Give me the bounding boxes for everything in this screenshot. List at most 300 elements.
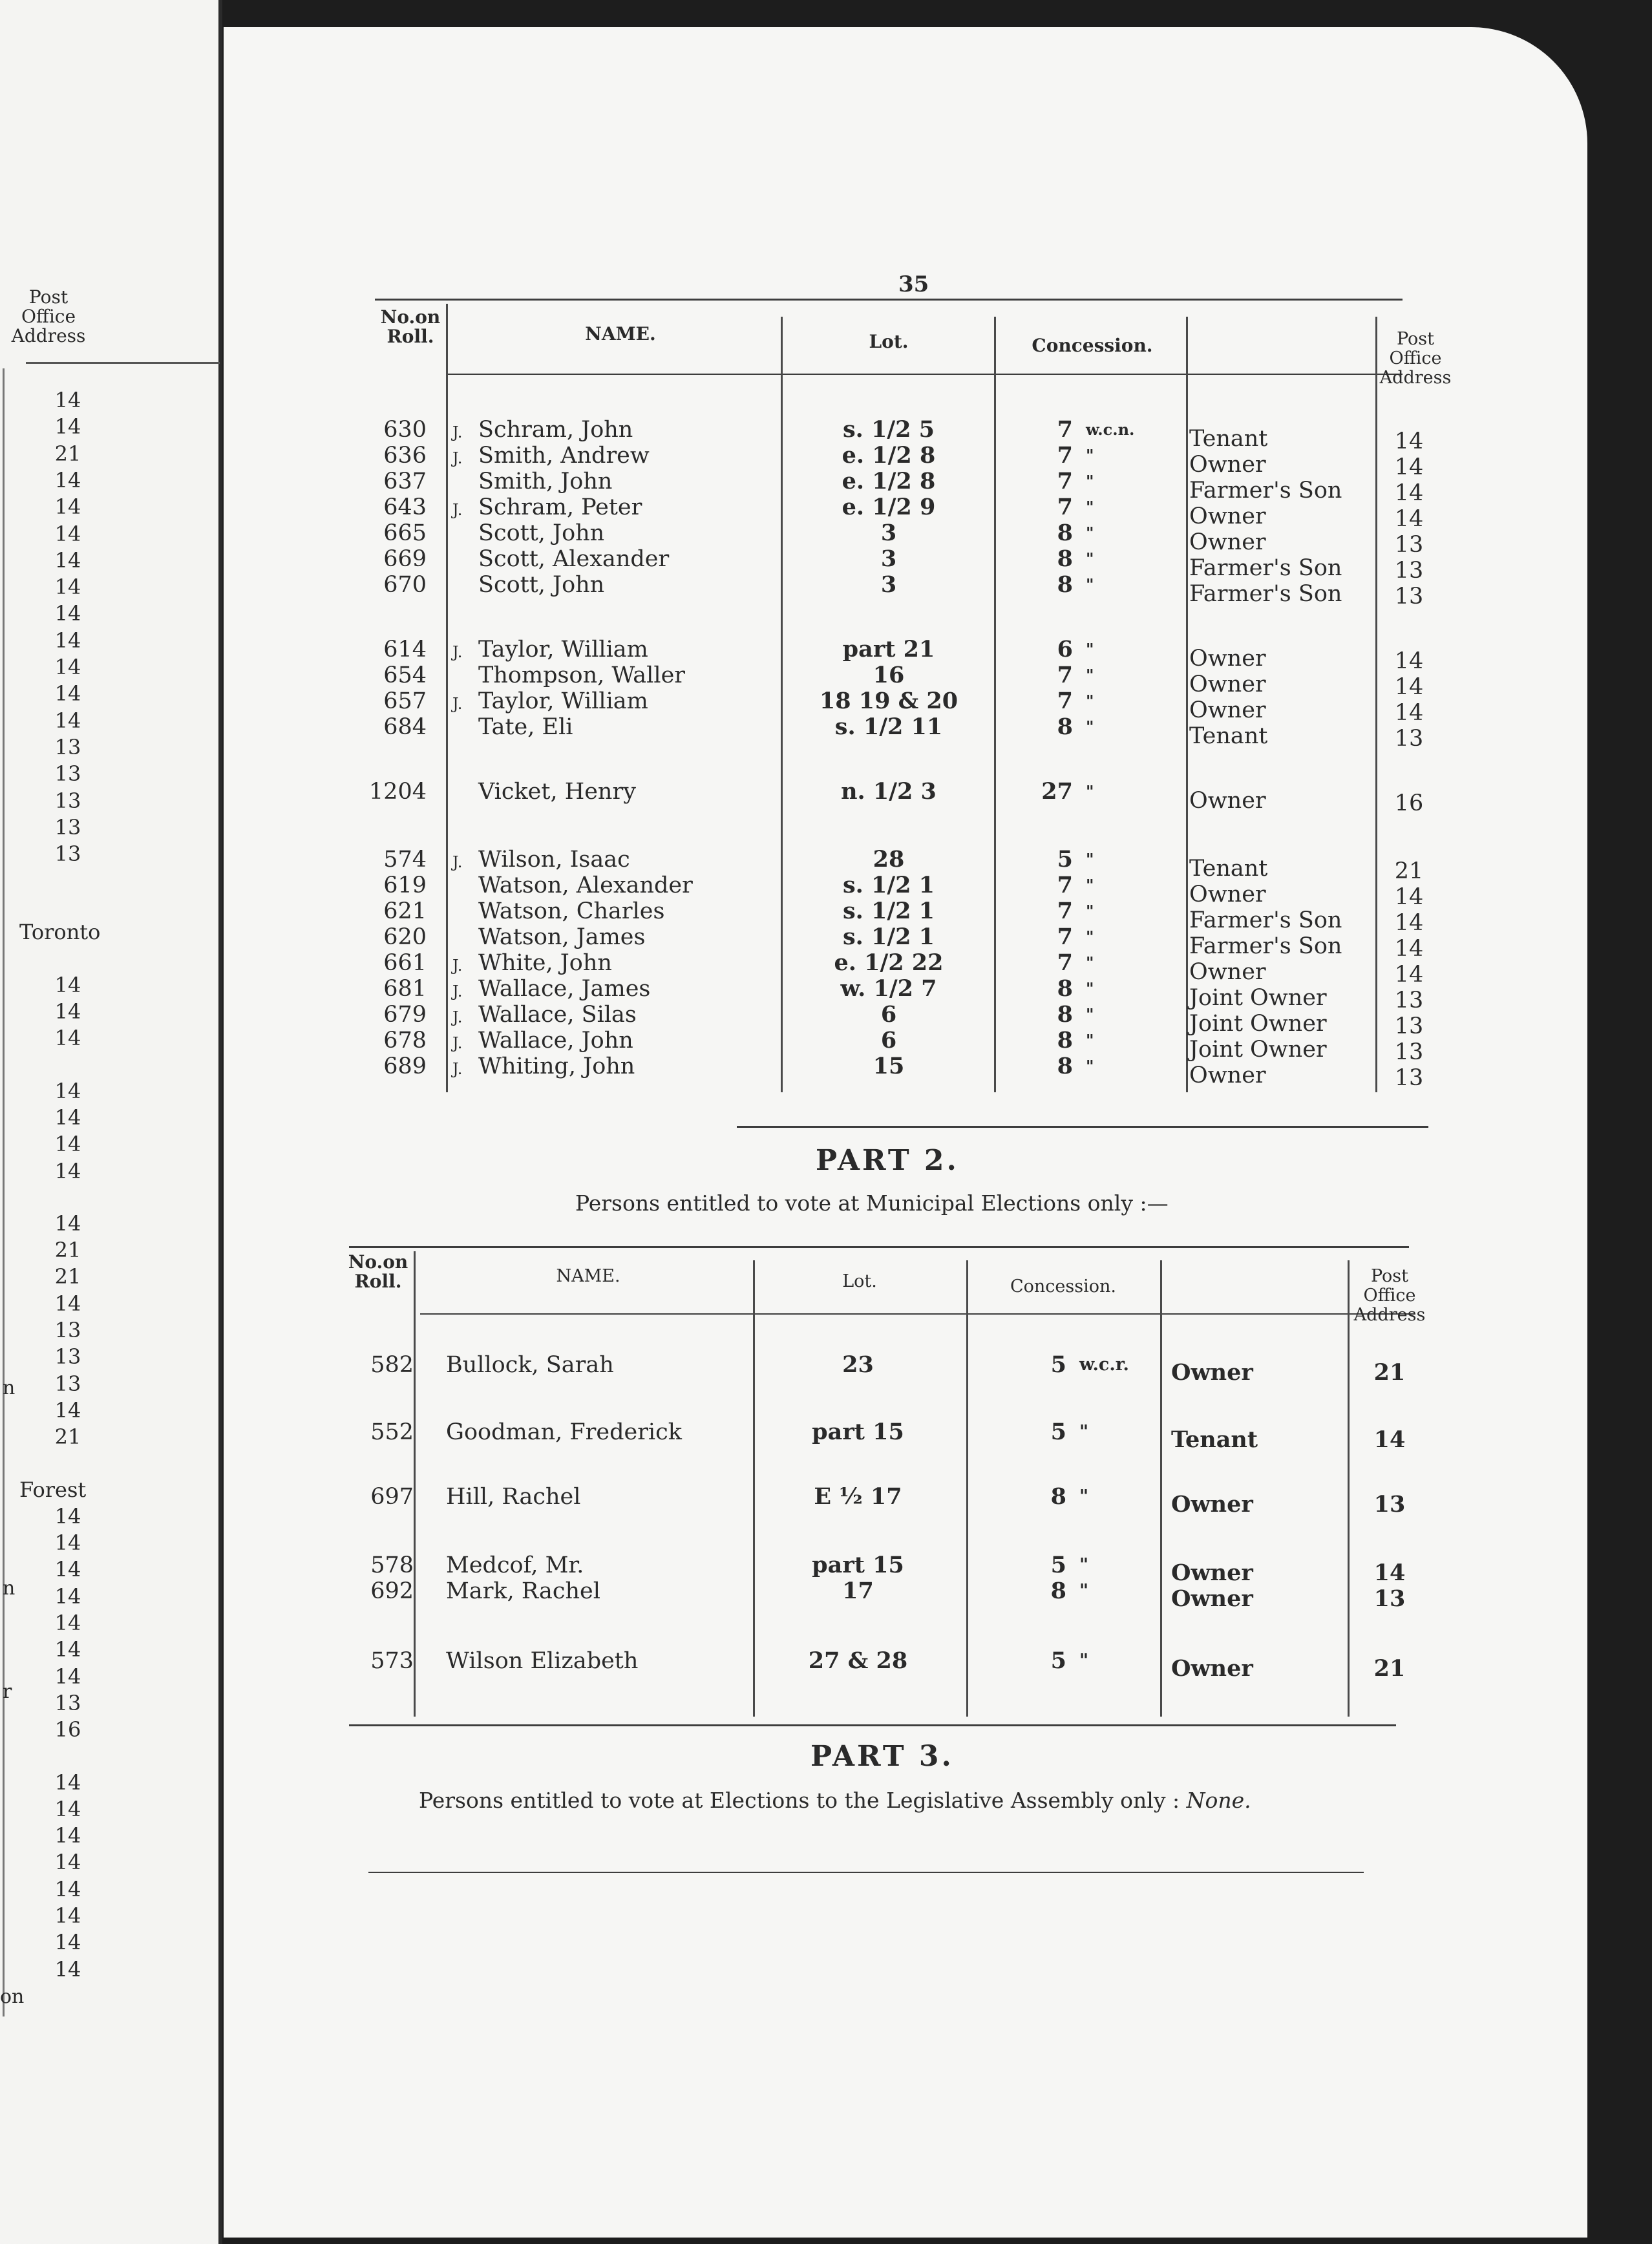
post-office: 21	[1373, 1655, 1406, 1682]
post-office: 14	[1394, 674, 1424, 700]
left-post-office-value: 14	[54, 1611, 81, 1635]
concession: 7	[1057, 872, 1073, 898]
mark: J.	[452, 1034, 463, 1052]
post-office: 21	[1394, 858, 1424, 884]
left-post-office-value: 13	[54, 761, 81, 787]
part2-header-concession: Concession.	[1010, 1276, 1116, 1297]
voter-name: Watson, James	[478, 924, 646, 950]
status: Owner	[1189, 503, 1266, 529]
voter-name: Wilson Elizabeth	[446, 1648, 639, 1674]
concession-suffix: "	[1086, 902, 1094, 920]
part2-header-no-on-roll	[343, 1253, 414, 1291]
lot: 6	[880, 1001, 897, 1028]
voter-name: Schram, Peter	[478, 494, 642, 520]
left-post-office-value: 14	[54, 467, 81, 492]
left-post-office-value: 21	[54, 1264, 81, 1289]
left-post-office-value: 14	[54, 1397, 81, 1423]
left-header-line: Post	[28, 286, 69, 308]
part2-header-name: NAME.	[556, 1266, 620, 1286]
status: Owner	[1189, 959, 1266, 985]
left-post-office-value: 14	[54, 1903, 81, 1928]
voter-name: Thompson, Waller	[478, 662, 686, 688]
concession-suffix: "	[1086, 1005, 1094, 1024]
lot: 6	[880, 1027, 897, 1053]
mark: J.	[452, 1008, 463, 1026]
left-post-office-value: 14	[54, 681, 81, 706]
lot: s. 1/2 11	[834, 714, 943, 740]
roll-number: 643	[383, 494, 427, 520]
left-post-office-value: 14	[54, 1503, 81, 1529]
left-post-office-value: 13	[54, 1690, 81, 1715]
lot: 15	[873, 1053, 905, 1079]
table-row	[0, 442, 1652, 480]
lot: 27 & 28	[808, 1647, 908, 1674]
table-row	[0, 494, 1652, 532]
mark: J.	[452, 501, 463, 519]
lot: w. 1/2 7	[840, 975, 937, 1002]
concession-suffix: "	[1086, 446, 1094, 465]
lot: 28	[873, 846, 905, 873]
roll-number: 681	[383, 976, 427, 1002]
part1-top-rule	[375, 299, 1403, 301]
table-row	[0, 714, 1652, 752]
left-post-office-value: 14	[54, 999, 81, 1024]
roll-number: 573	[370, 1648, 414, 1674]
table-row	[0, 949, 1652, 988]
concession-suffix: "	[1086, 850, 1094, 869]
concession-suffix: "	[1086, 979, 1094, 998]
roll-number: 582	[370, 1352, 414, 1378]
concession: 5	[1050, 1552, 1066, 1578]
table-row	[0, 872, 1652, 910]
table-row	[0, 1027, 1652, 1065]
lot: part 15	[812, 1419, 904, 1445]
concession: 8	[1057, 1001, 1073, 1028]
status: Joint Owner	[1189, 1011, 1327, 1037]
concession: 6	[1057, 636, 1073, 662]
concession: 8	[1057, 571, 1073, 598]
concession: 7	[1057, 688, 1073, 714]
status: Farmer's Son	[1189, 581, 1342, 607]
voter-name: Scott, John	[478, 572, 605, 598]
concession: 8	[1057, 714, 1073, 740]
concession: 8	[1057, 1027, 1073, 1053]
lot: 3	[880, 545, 897, 572]
voter-name: Watson, Charles	[478, 898, 665, 924]
header-line: Office	[1363, 1286, 1416, 1306]
left-post-office-value: 14	[54, 1664, 81, 1689]
status: Joint Owner	[1189, 1037, 1327, 1063]
left-post-office-value: 14	[54, 1637, 81, 1662]
voter-name: Wilson, Isaac	[478, 847, 630, 873]
header-line: Roll.	[387, 326, 434, 347]
lot: 3	[880, 520, 897, 546]
post-office: 13	[1394, 558, 1424, 584]
left-header-rule	[26, 362, 220, 364]
table-row	[0, 636, 1652, 674]
roll-number: 620	[383, 924, 427, 950]
concession: 5	[1050, 1351, 1066, 1378]
left-post-office-value: 13	[54, 814, 81, 840]
header-line: No.on	[380, 306, 441, 328]
lot: e. 1/2 9	[842, 494, 936, 520]
col-header-post-office	[1377, 330, 1454, 388]
lot: e. 1/2 22	[834, 949, 944, 976]
lot: s. 1/2 5	[842, 416, 935, 443]
left-post-office-value: 14	[54, 601, 81, 626]
concession: 8	[1057, 545, 1073, 572]
left-post-office-value: Toronto	[19, 920, 101, 945]
left-post-office-value: 14	[54, 1770, 81, 1795]
voter-name: Tate, Eli	[478, 714, 573, 740]
left-post-office-value: 13	[54, 1344, 81, 1370]
table-row	[0, 662, 1652, 700]
table-row	[0, 924, 1652, 962]
voter-name: Taylor, William	[478, 688, 648, 714]
left-post-office-value: 21	[54, 1424, 81, 1450]
mark: J.	[452, 449, 463, 467]
left-post-office-value: 14	[54, 1557, 81, 1582]
left-post-office-value: 14	[54, 388, 81, 412]
lot: s. 1/2 1	[842, 898, 935, 924]
left-post-office-value: 14	[54, 1930, 81, 1955]
lot: 3	[880, 571, 897, 598]
concession: 27	[1041, 778, 1073, 805]
concession: 8	[1057, 1053, 1073, 1079]
status: Owner	[1189, 672, 1266, 697]
left-column-rule	[3, 368, 5, 2016]
status: Tenant	[1189, 856, 1268, 882]
roll-number: 637	[383, 469, 427, 494]
part2-title: PART 2.	[816, 1144, 959, 1177]
mark: J.	[452, 423, 463, 441]
voter-name: Schram, John	[478, 417, 633, 443]
header-line: Address	[1353, 1305, 1426, 1325]
voter-name: Wallace, John	[478, 1028, 633, 1053]
concession-suffix: "	[1086, 524, 1094, 542]
left-post-office-value: 14	[54, 547, 81, 573]
left-post-office-value: 14	[54, 1850, 81, 1875]
roll-number: 1204	[368, 779, 427, 805]
mark: J.	[452, 695, 463, 713]
left-post-office-value: 13	[54, 734, 81, 759]
concession-suffix: "	[1086, 575, 1094, 594]
post-office: 13	[1394, 988, 1424, 1013]
status: Owner	[1189, 697, 1266, 723]
concession: 7	[1057, 898, 1073, 924]
concession-suffix: "	[1086, 1057, 1094, 1075]
post-office: 14	[1373, 1560, 1406, 1586]
left-post-office-value: 16	[54, 1717, 81, 1742]
table-row	[0, 778, 1652, 816]
concession-suffix: w.c.n.	[1086, 420, 1135, 439]
lot: e. 1/2 8	[842, 468, 936, 494]
concession: 7	[1057, 416, 1073, 443]
status: Owner	[1189, 529, 1266, 555]
roll-number: 669	[383, 546, 427, 572]
header-line: Address	[1379, 368, 1452, 388]
concession: 7	[1057, 662, 1073, 688]
roll-number: 665	[383, 520, 427, 546]
left-post-office-value: 13	[54, 841, 81, 867]
post-office: 13	[1394, 726, 1424, 752]
concession-suffix: w.c.r.	[1079, 1355, 1129, 1375]
left-post-office-value: 14	[54, 1211, 81, 1236]
concession: 8	[1057, 520, 1073, 546]
post-office: 13	[1373, 1491, 1406, 1518]
voter-name: Whiting, John	[478, 1053, 635, 1079]
concession-suffix: "	[1086, 692, 1094, 710]
concession-suffix: "	[1079, 1422, 1089, 1442]
status: Tenant	[1171, 1426, 1258, 1453]
lot: part 15	[812, 1552, 904, 1578]
concession-suffix: "	[1086, 472, 1094, 491]
left-post-office-value: 14	[54, 1796, 81, 1821]
left-edge-fragment: r	[3, 1680, 12, 1703]
voter-name: Vicket, Henry	[478, 779, 636, 805]
left-post-office-value: 14	[54, 414, 81, 439]
part2-subtitle: Persons entitled to vote at Municipal Elections only :—	[575, 1191, 1169, 1216]
status: Owner	[1171, 1585, 1253, 1612]
roll-number: 679	[383, 1002, 427, 1028]
lot: 18 19 & 20	[819, 688, 958, 714]
post-office: 16	[1394, 790, 1424, 816]
col-header-lot: Lot.	[869, 331, 909, 352]
voter-name: Mark, Rachel	[446, 1578, 600, 1604]
part2-header-lot: Lot.	[842, 1271, 877, 1291]
part1-bottom-rule	[737, 1126, 1428, 1128]
status: Owner	[1189, 882, 1266, 907]
left-post-office-value: 13	[54, 1371, 81, 1396]
voter-name: Hill, Rachel	[446, 1484, 581, 1510]
roll-number: 636	[383, 443, 427, 469]
status: Owner	[1171, 1560, 1253, 1586]
post-office: 13	[1394, 1013, 1424, 1039]
col-header-name: NAME.	[585, 323, 656, 344]
post-office: 13	[1394, 532, 1424, 558]
status: Tenant	[1189, 723, 1268, 749]
post-office: 13	[1373, 1585, 1406, 1612]
concession-suffix: "	[1086, 1031, 1094, 1050]
lot: s. 1/2 1	[842, 924, 935, 950]
concession: 7	[1057, 442, 1073, 469]
left-post-office-value: 14	[54, 1078, 81, 1103]
left-post-office-value: Forest	[19, 1477, 87, 1502]
table-row	[0, 1577, 1652, 1612]
left-post-office-value: 14	[54, 1876, 81, 1901]
left-edge-fragment: on	[0, 1985, 25, 2008]
left-post-office-value: 14	[54, 1026, 81, 1051]
post-office: 14	[1394, 454, 1424, 480]
concession: 8	[1050, 1483, 1066, 1510]
table-row	[0, 1418, 1652, 1453]
post-office: 14	[1394, 910, 1424, 936]
left-post-office-value: 13	[54, 788, 81, 813]
left-header-line: Office	[21, 306, 76, 327]
left-post-office-value: 14	[54, 1291, 81, 1316]
post-office: 13	[1394, 1039, 1424, 1065]
concession-suffix: "	[1086, 717, 1094, 736]
mark: J.	[452, 853, 463, 871]
lot: n. 1/2 3	[841, 778, 937, 805]
post-office: 14	[1394, 429, 1424, 454]
left-post-office-value: 14	[54, 972, 81, 997]
concession-suffix: "	[1079, 1581, 1089, 1601]
concession-suffix: "	[1079, 1487, 1089, 1507]
part2-bottom-rule	[349, 1724, 1396, 1726]
part3-bottom-rule	[368, 1872, 1364, 1873]
lot: E ½ 17	[814, 1483, 902, 1510]
status: Owner	[1171, 1491, 1253, 1518]
col-header-concession: Concession.	[1032, 335, 1153, 356]
table-row	[0, 846, 1652, 884]
voter-name: Wallace, Silas	[478, 1002, 637, 1028]
status: Tenant	[1189, 426, 1268, 452]
concession-suffix: "	[1086, 549, 1094, 568]
status: Owner	[1189, 1063, 1266, 1088]
voter-name: Watson, Alexander	[478, 873, 693, 898]
post-office: 14	[1394, 962, 1424, 988]
roll-number: 578	[370, 1552, 414, 1578]
roll-number: 654	[383, 662, 427, 688]
voter-name: Scott, John	[478, 520, 605, 546]
concession: 7	[1057, 949, 1073, 976]
post-office: 13	[1394, 584, 1424, 609]
roll-number: 692	[370, 1578, 414, 1604]
voter-name: Taylor, William	[478, 637, 648, 662]
left-post-office-value: 14	[54, 655, 81, 679]
concession-suffix: "	[1086, 498, 1094, 516]
post-office: 14	[1373, 1426, 1406, 1453]
status: Owner	[1171, 1655, 1253, 1682]
left-edge-fragment: n	[3, 1377, 16, 1399]
page-number: 35	[898, 271, 929, 297]
roll-number: 670	[383, 572, 427, 598]
header-line: Post	[1370, 1266, 1409, 1286]
concession: 5	[1050, 1419, 1066, 1445]
status: Owner	[1189, 452, 1266, 478]
left-post-office-value: 21	[54, 441, 81, 466]
voter-name: Wallace, James	[478, 976, 651, 1002]
voter-name: Bullock, Sarah	[446, 1352, 614, 1378]
mark: J.	[452, 1060, 463, 1078]
table-row	[0, 1551, 1652, 1586]
concession-suffix: "	[1086, 640, 1094, 659]
roll-number: 684	[383, 714, 427, 740]
table-row	[0, 468, 1652, 506]
left-post-office-value: 14	[54, 1158, 81, 1183]
concession: 8	[1050, 1578, 1066, 1604]
lot: e. 1/2 8	[842, 442, 936, 469]
status: Farmer's Son	[1189, 933, 1342, 959]
concession-suffix: "	[1086, 666, 1094, 684]
left-header-line: Address	[11, 325, 86, 346]
left-post-office-header	[0, 288, 97, 346]
status: Owner	[1171, 1359, 1253, 1386]
roll-number: 678	[383, 1028, 427, 1053]
roll-number: 621	[383, 898, 427, 924]
part2-header-post-office	[1351, 1267, 1428, 1325]
roll-number: 657	[383, 688, 427, 714]
mark: J.	[452, 643, 463, 661]
post-office: 14	[1394, 936, 1424, 962]
lot: 23	[842, 1351, 874, 1378]
table-row	[0, 688, 1652, 726]
left-post-office-value: 13	[54, 1318, 81, 1342]
left-post-office-value: 21	[54, 1238, 81, 1263]
concession: 7	[1057, 468, 1073, 494]
part2-header-rule	[420, 1313, 1415, 1315]
status: Owner	[1189, 646, 1266, 672]
left-post-office-value: 14	[54, 1823, 81, 1848]
left-post-office-value: 14	[54, 708, 81, 733]
concession-suffix: "	[1079, 1651, 1089, 1671]
roll-number: 574	[383, 847, 427, 873]
voter-name: Medcof, Mr.	[446, 1552, 584, 1578]
concession: 5	[1050, 1647, 1066, 1674]
left-post-office-value: 14	[54, 628, 81, 653]
post-office: 13	[1394, 1065, 1424, 1091]
roll-number: 689	[383, 1053, 427, 1079]
concession: 5	[1057, 846, 1073, 873]
part3-subtitle-value: None.	[1186, 1788, 1251, 1813]
part3-subtitle-text: Persons entitled to vote at Elections to the Legislative Assembly only :	[419, 1788, 1180, 1813]
left-post-office-value: 14	[54, 521, 81, 546]
left-post-office-value: 14	[54, 1583, 81, 1609]
post-office: 14	[1394, 648, 1424, 674]
left-post-office-value: 14	[54, 575, 81, 600]
lot: 16	[873, 662, 905, 688]
lot: 17	[842, 1578, 874, 1604]
left-post-office-value: 14	[54, 1105, 81, 1130]
concession-suffix: "	[1079, 1555, 1089, 1575]
part2-top-rule	[349, 1246, 1409, 1248]
voter-name: Smith, Andrew	[478, 443, 650, 469]
left-post-office-value: 14	[54, 1530, 81, 1556]
mark: J.	[452, 982, 463, 1000]
concession-suffix: "	[1086, 876, 1094, 894]
table-row	[0, 520, 1652, 558]
col-header-no-on-roll	[375, 308, 446, 346]
header-line: Post	[1396, 329, 1435, 349]
status: Owner	[1189, 788, 1266, 814]
left-post-office-value: 14	[54, 1132, 81, 1157]
table-row	[0, 545, 1652, 584]
header-line: No.on	[348, 1251, 408, 1273]
part1-header-rule	[446, 374, 1403, 375]
post-office: 14	[1394, 700, 1424, 726]
concession-suffix: "	[1086, 953, 1094, 972]
voter-name: Goodman, Frederick	[446, 1419, 682, 1445]
post-office: 21	[1373, 1359, 1406, 1386]
part3-subtitle	[419, 1788, 1251, 1813]
post-office: 14	[1394, 884, 1424, 910]
header-line: Office	[1389, 348, 1442, 368]
left-post-office-value: 14	[54, 494, 81, 520]
facing-page	[0, 0, 222, 2244]
header-line: Roll.	[354, 1271, 402, 1292]
post-office: 14	[1394, 480, 1424, 506]
concession-suffix: "	[1086, 782, 1094, 801]
roll-number: 619	[383, 873, 427, 898]
lot: part 21	[842, 636, 935, 662]
mark: J.	[452, 957, 463, 975]
voter-name: Scott, Alexander	[478, 546, 670, 572]
status: Joint Owner	[1189, 985, 1327, 1011]
post-office: 14	[1394, 506, 1424, 532]
part3-title: PART 3.	[810, 1740, 954, 1773]
roll-number: 661	[383, 950, 427, 976]
